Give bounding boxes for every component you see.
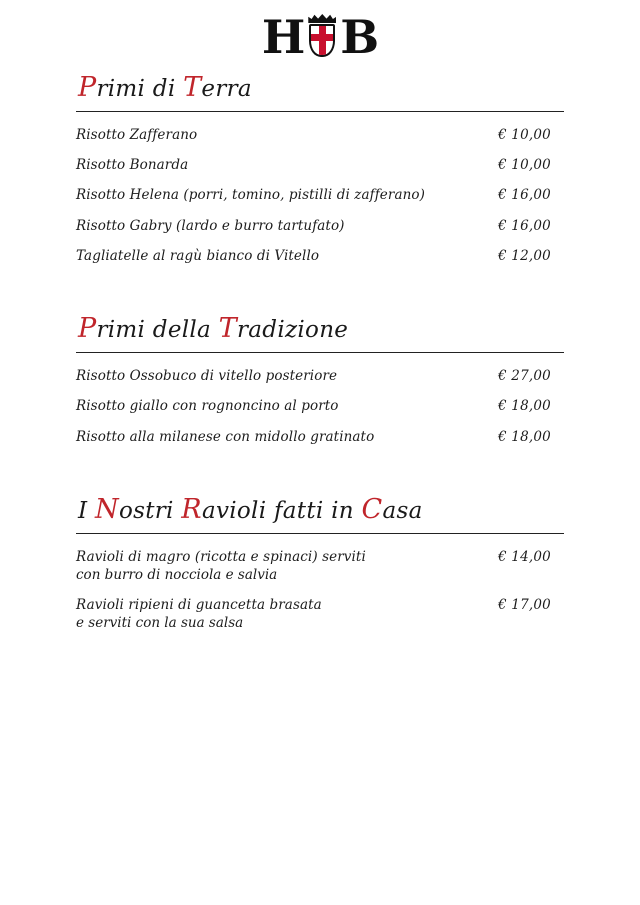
section-title-text-3b: ostri [118, 497, 182, 524]
menu-item [76, 247, 564, 265]
menu-item-price: € 18,00 [498, 428, 551, 445]
menu-item-list [76, 367, 564, 446]
menu-item-price: € 10,00 [498, 157, 551, 174]
section-title-cap-3: C [361, 493, 383, 525]
menu-section-primi-di-terra [76, 72, 564, 265]
menu-item [76, 397, 564, 415]
section-title-cap-1: P [78, 313, 97, 345]
menu-item-price: € 27,00 [498, 368, 551, 385]
menu-item-name: Ravioli di magro (ricotta e spinaci) serviti [76, 548, 366, 565]
menu-item [76, 126, 564, 144]
section-title-text-1b: erra [201, 76, 252, 102]
menu-item-price: € 16,00 [498, 187, 551, 204]
crown-shield-icon [307, 14, 337, 58]
menu-item [76, 217, 564, 235]
menu-item [76, 428, 564, 446]
restaurant-logo [0, 0, 640, 72]
logo-letter-right: B [340, 10, 379, 64]
menu-item-price: € 10,00 [498, 127, 551, 143]
section-title-ravioli [76, 494, 564, 534]
menu-item-name: Ravioli ripieni di guancetta brasata [76, 597, 322, 614]
section-title-text-3a: I [78, 497, 95, 524]
shield-cross-horizontal [311, 34, 333, 41]
section-title-primi-della-tradizione [76, 313, 564, 353]
section-title-cap-1: P [78, 72, 97, 103]
menu-item-name: Risotto Zafferano [76, 127, 198, 143]
section-title-text-3d: asa [382, 497, 423, 524]
menu-item [76, 367, 564, 385]
menu-item-subline: e serviti con la sua salsa [76, 615, 244, 632]
menu-item-name: Risotto Ossobuco di vitello posteriore [76, 368, 338, 385]
section-title-primi-di-terra [76, 72, 564, 112]
menu-item-price: € 14,00 [498, 548, 551, 565]
menu-item-name: Risotto alla milanese con midollo gratinato [76, 428, 375, 445]
section-title-cap-1: N [95, 493, 119, 525]
section-title-text-3c: avioli fatti in [201, 497, 362, 524]
menu-item-name: Tagliatelle al ragù bianco di Vitello [76, 247, 320, 264]
logo-letter-left: H [261, 10, 305, 64]
shield-icon [309, 24, 335, 57]
menu-body [0, 72, 640, 633]
menu-item-name: Risotto giallo con rognoncino al porto [76, 398, 339, 415]
menu-item-subline: con burro di nocciola e salvia [76, 566, 278, 583]
menu-item [76, 156, 564, 174]
menu-item-list [76, 548, 564, 633]
menu-item-price: € 18,00 [498, 398, 551, 415]
menu-item-price: € 16,00 [498, 217, 551, 234]
menu-section-ravioli [76, 494, 564, 633]
section-title-text-1a: rimi di [96, 76, 184, 102]
menu-item-name: Risotto Bonarda [76, 157, 189, 174]
logo-group [261, 10, 379, 64]
section-title-cap-2: R [181, 493, 202, 525]
menu-item [76, 596, 564, 614]
menu-section-primi-della-tradizione [76, 313, 564, 446]
menu-item-price: € 17,00 [498, 597, 551, 614]
section-title-cap-2: T [218, 313, 237, 345]
menu-item [76, 548, 564, 566]
section-title-cap-2: T [183, 72, 202, 103]
menu-item-price: € 12,00 [498, 247, 551, 264]
menu-item [76, 186, 564, 204]
section-title-text-2b: radizione [236, 317, 349, 344]
section-title-text-2a: rimi della [96, 317, 219, 344]
menu-item-name: Risotto Helena (porri, tomino, pistilli di zafferano) [76, 187, 425, 204]
menu-item-list [76, 126, 564, 265]
menu-item-name: Risotto Gabry (lardo e burro tartufato) [76, 217, 345, 234]
crown-icon [308, 14, 336, 23]
